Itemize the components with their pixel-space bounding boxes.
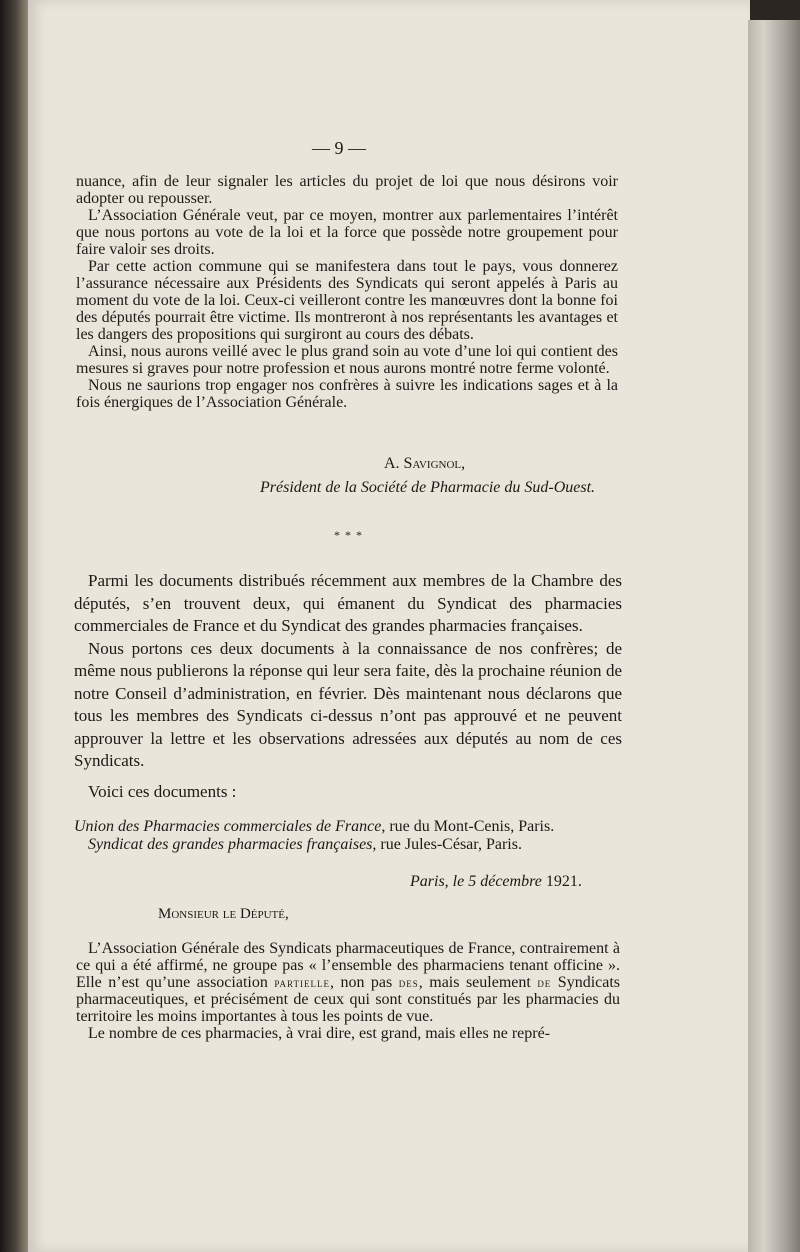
signature-title [260, 479, 595, 496]
letter-text [76, 940, 620, 1042]
intro-paragraph: Par cette action commune qui se manifestera dans tout le pays, vous donnerez l’assurance nécessaire aux Présidents des Syndicats qui seront appelés à Paris au moment du vote de la loi. Ceux-ci veilleront contre les manœuvres dont la bonne foi des députés pourrait être victime. Ils montreront à nos représentants les avantages et les dangers des propositions qui surgiront au cours des débats. [76, 258, 618, 343]
dateline [410, 873, 582, 890]
document-name: Union des Pharmacies commerciales de France [74, 818, 382, 835]
intro-paragraph: Ainsi, nous aurons veillé avec le plus grand soin au vote d’une loi qui contient des mesures si graves pour notre profession et nous aurons montré notre ferme volonté. [76, 343, 618, 377]
signature-title-text: Président de la Société de Pharmacie du Sud-Ouest. [260, 479, 596, 496]
signature-name: A. Savignol, [384, 455, 466, 472]
intro-paragraph: nuance, afin de leur signaler les articles du projet de loi que nous désirons voir adopter ou repousser. [76, 173, 618, 207]
dateline-month: décembre [480, 873, 542, 890]
letter-text-run: Syndicats pharmaceutiques, et précisément de ceux qui sont constitués par les pharmacies du territoire les moins importantes à tous les points de vue. [76, 974, 621, 1025]
letter-emphasis: de [537, 975, 552, 990]
document-line [88, 836, 628, 853]
body-text [74, 570, 622, 803]
intro-text [76, 173, 618, 411]
salutation: Monsieur le Député, [158, 906, 289, 922]
dateline-year: 1921. [541, 873, 582, 890]
separator: * * * [334, 528, 363, 542]
intro-paragraph: Nous ne saurions trop engager nos confrères à suivre les indications sages et à la fois énergiques de l’Association Générale. [76, 377, 618, 411]
page-number: — 9 — [312, 138, 366, 158]
letter-emphasis: des [398, 975, 419, 990]
intro-paragraph: L’Association Générale veut, par ce moyen, montrer aux parlementaires l’intérêt que nous portons au vote de la loi et la force que possède notre groupement pour faire valoir ses droits. [76, 207, 618, 258]
dateline-place: Paris, [410, 873, 449, 890]
body-paragraph: Voici ces documents : [88, 781, 237, 801]
page-edge [748, 20, 800, 1252]
dateline-le: le 5 [448, 873, 481, 890]
document-address: , rue du Mont-Cenis, Paris. [381, 818, 555, 835]
document-name: Syndicat des grandes pharmacies françaises [88, 836, 373, 853]
document-address: , rue Jules-César, Paris. [372, 836, 522, 853]
document-line [74, 818, 614, 835]
letter-text-run: , mais seulement [418, 974, 538, 991]
letter-emphasis: partielle [274, 975, 330, 990]
letter-text-run: L’Association Générale des Syndicats pharmaceutiques de France, contrairement à ce qui a été affirmé, ne groupe pas « l’ensemble des pharmaciens tenant officine ». Elle n’est qu’une association [76, 940, 620, 991]
letter-paragraph [76, 940, 620, 1025]
body-paragraph: Nous portons ces deux documents à la connaissance de nos confrères; de même nous publierons la réponse qui leur sera faite, dès la prochaine réunion de notre Conseil d’administration, en février. Dès maintenant nous déclarons que tous les membres des Syndicats ci-dessus n’ont pas approuvé et ne peuvent approuver la lettre et les observations adressées aux députés au nom de ces Syndicats. [74, 638, 622, 770]
letter-paragraph: Le nombre de ces pharmacies, à vrai dire, est grand, mais elles ne repré- [88, 1025, 551, 1042]
letter-text-run: , non pas [329, 974, 399, 991]
body-paragraph: Parmi les documents distribués récemment aux membres de la Chambre des députés, s’en trouvent deux, qui émanent du Syndicat des pharmacies commerciales de France et du Syndicat des grandes pharmacies françaises. [74, 571, 622, 635]
